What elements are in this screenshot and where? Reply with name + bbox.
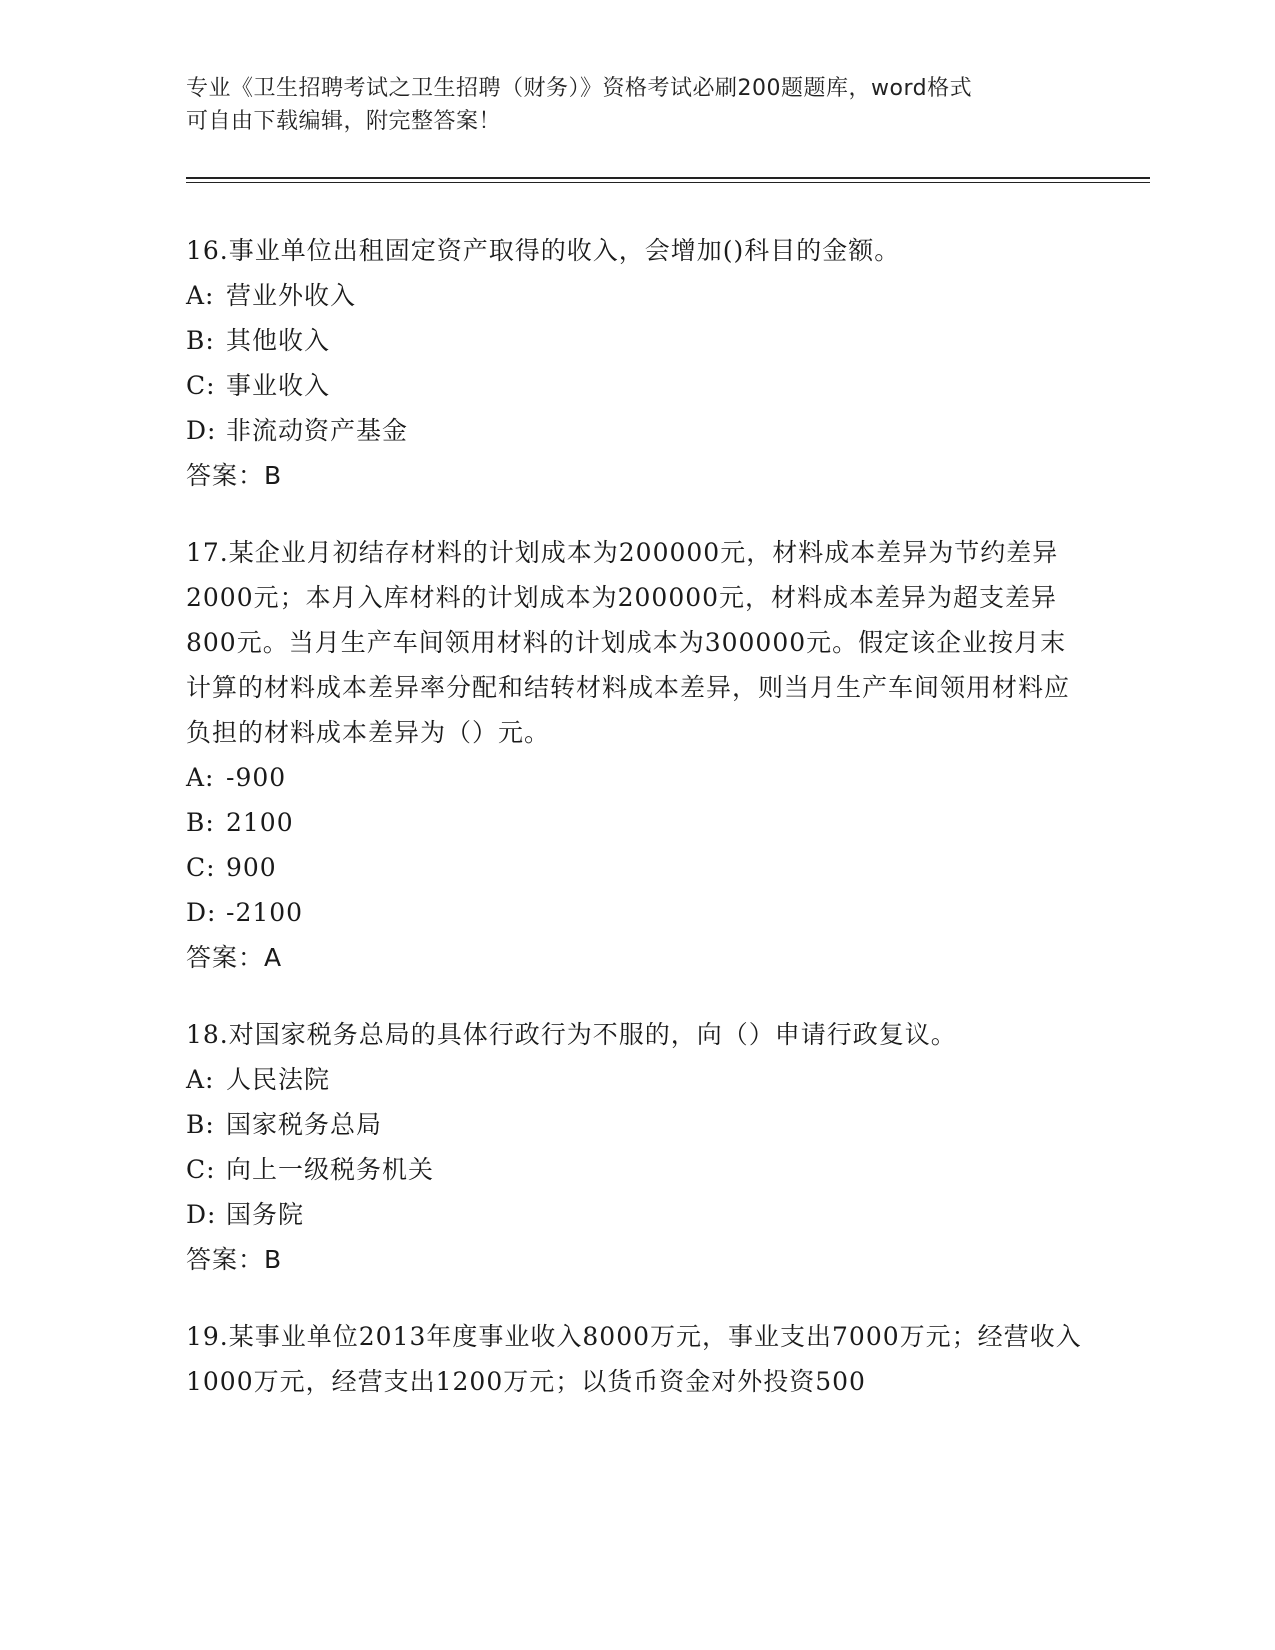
option-text: 900 [226,853,277,882]
option-d [186,408,1086,453]
option-letter: B: [186,808,215,837]
header-divider [186,177,1150,183]
option-letter: A: [186,281,215,310]
question-list [186,228,1086,1436]
document-header [186,72,1066,138]
option-c [186,363,1086,408]
question-text: 16.事业单位出租固定资产取得的收入，会增加()科目的金额。 [186,236,901,265]
option-letter: C: [186,1155,216,1184]
question-text: 19.某事业单位2013年度事业收入8000万元，事业支出7000万元；经营收入1000万元，经营支出1200万元；以货币资金对外投资500 [186,1322,1082,1396]
option-a [186,273,1086,318]
question-text: 17.某企业月初结存材料的计划成本为200000元，材料成本差异为节约差异2000元；本月入库材料的计划成本为200000元，材料成本差异为超支差异800元。当月生产车间领用材料的计划成本为300000元。假定该企业按月末计算的材料成本差异率分配和结转材料成本差异，则当月生产车间领用材料应负担的材料成本差异为（）元。 [186,538,1071,747]
option-letter: B: [186,1110,215,1139]
option-letter: D: [186,416,217,445]
option-letter: A: [186,1065,215,1094]
answer-label: 答案：A [186,943,283,972]
header-line-2: 可自由下载编辑，附完整答案！ [186,109,502,134]
option-b [186,800,1086,845]
question-16 [186,228,1086,498]
option-text: 人民法院 [226,1065,331,1094]
answer-label: 答案：B [186,461,283,490]
option-text: -2100 [226,898,304,927]
answer-label: 答案：B [186,1245,283,1274]
option-text: 事业收入 [226,371,331,400]
question-17 [186,530,1086,980]
option-text: 其他收入 [226,326,331,355]
option-d [186,1192,1086,1237]
option-letter: D: [186,1200,217,1229]
option-text: 2100 [226,808,294,837]
option-b [186,318,1086,363]
option-text: 非流动资产基金 [226,416,409,445]
option-text: 国务院 [226,1200,305,1229]
option-b [186,1102,1086,1147]
option-c [186,1147,1086,1192]
option-text: -900 [226,763,287,792]
question-18 [186,1012,1086,1282]
header-line-1: 专业《卫生招聘考试之卫生招聘（财务）》资格考试必刷200题题库，word格式 [186,76,973,101]
option-letter: C: [186,371,216,400]
option-letter: B: [186,326,215,355]
option-text: 营业外收入 [226,281,357,310]
option-text: 向上一级税务机关 [226,1155,435,1184]
option-c [186,845,1086,890]
question-19 [186,1314,1086,1404]
option-letter: D: [186,898,217,927]
option-a [186,1057,1086,1102]
option-text: 国家税务总局 [226,1110,383,1139]
option-letter: A: [186,763,215,792]
option-a [186,755,1086,800]
option-letter: C: [186,853,216,882]
option-d [186,890,1086,935]
question-text: 18.对国家税务总局的具体行政行为不服的，向（）申请行政复议。 [186,1020,957,1049]
